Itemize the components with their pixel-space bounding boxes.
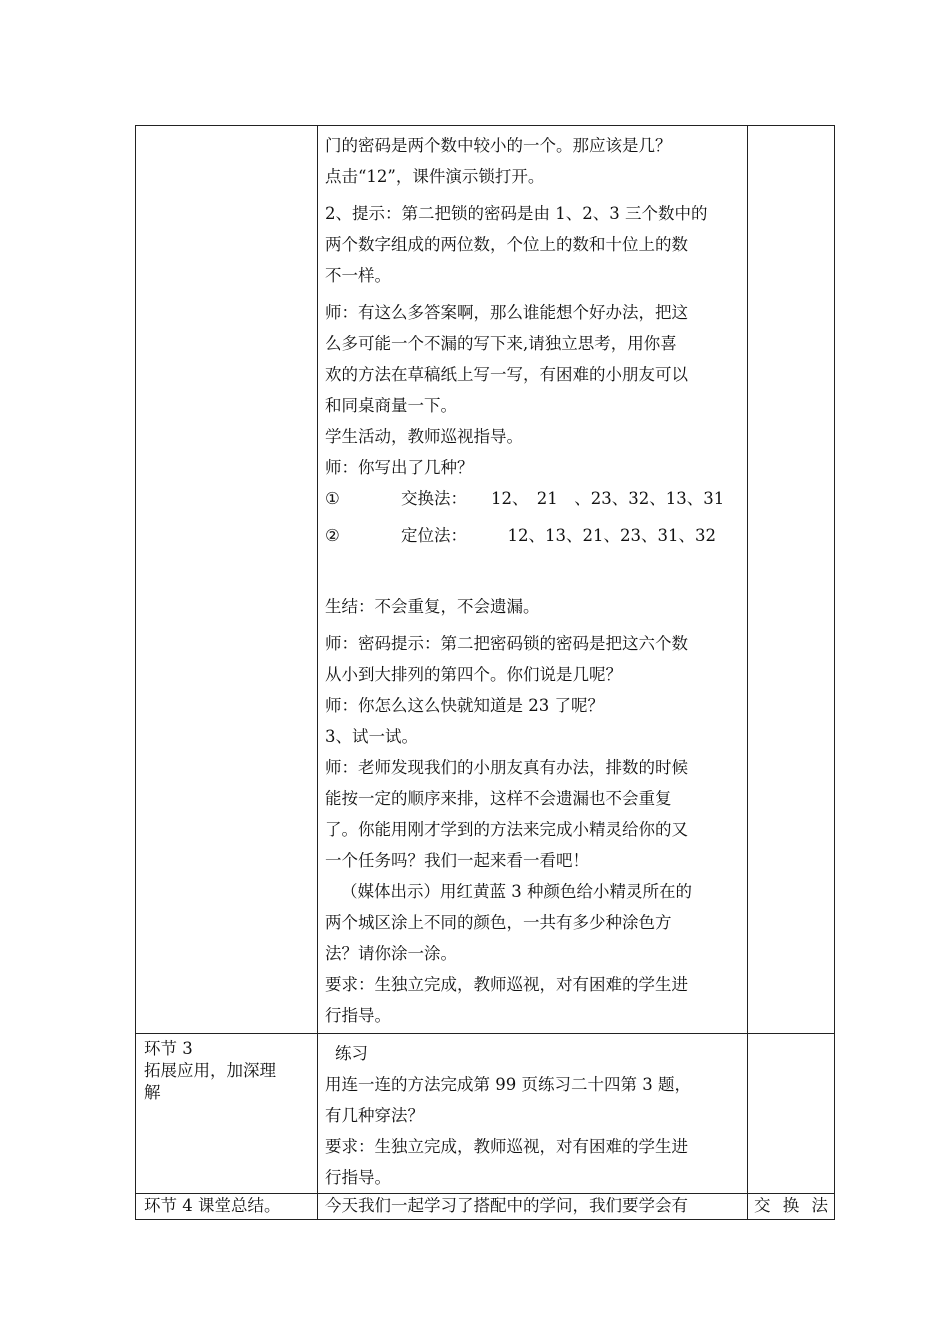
text-line: 么多可能一个不漏的写下来,请独立思考，用你喜 [325,334,677,353]
note-char: 交 [754,1196,771,1215]
method-label: 定位法： [401,526,467,545]
text-line: 行指导。 [325,1006,391,1025]
text-line: 学生活动，教师巡视指导。 [325,427,523,446]
enum-marker: ① [325,489,340,508]
notes-cell [748,1194,835,1220]
stage-cell [136,1034,318,1194]
note-char: 换 [782,1196,800,1215]
text-line: 欢的方法在草稿纸上写一写，有困难的小朋友可以 [325,365,688,384]
text-line: 师：老师发现我们的小朋友真有办法，排数的时候 [325,758,688,777]
stage-title: 环节 4 课堂总结。 [144,1196,281,1215]
text-line: 点击“12”，课件演示锁打开。 [325,167,545,186]
activity-cell [318,126,748,1034]
text-line: 了。你能用刚才学到的方法来完成小精灵给你的又 [325,820,688,839]
text-line: 3、试一试。 [325,727,418,746]
text-line: 法？请你涂一涂。 [325,944,457,963]
activity-cell [318,1194,748,1220]
text-line: 行指导。 [325,1168,391,1187]
notes-cell-empty [748,126,835,1034]
text-line: 今天我们一起学习了搭配中的学问，我们要学会有 [325,1196,688,1215]
stage-cell [136,1194,318,1220]
text-line: 要求：生独立完成，教师巡视，对有困难的学生进 [325,1137,688,1156]
text-line: 师：密码提示：第二把密码锁的密码是把这六个数 [325,634,688,653]
text-line: 生结：不会重复，不会遗漏。 [325,597,540,616]
text-line: 要求：生独立完成，教师巡视，对有困难的学生进 [325,975,688,994]
text-line: 有几种穿法？ [325,1106,424,1125]
text-line: 门的密码是两个数中较小的一个。那应该是几？ [325,136,672,155]
text-line: 不一样。 [325,266,391,285]
method-position [325,520,740,551]
notes-text [748,1194,834,1218]
method-label: 交换法： [401,489,467,508]
table-row-activity [136,126,835,1034]
text-line: 用连一连的方法完成第 99 页练习二十四第 3 题， [325,1075,691,1094]
text-line: 能按一定的顺序来排，这样不会遗漏也不会重复 [325,789,672,808]
text-line: 和同桌商量一下。 [325,396,457,415]
note-char: 法 [811,1196,828,1215]
stage-cell-empty [136,126,318,1034]
text-line: 从小到大排列的第四个。你们说是几呢？ [325,665,622,684]
method-exchange [325,483,740,514]
lesson-plan-table [135,125,835,1220]
enum-marker: ② [325,526,340,545]
stage-subtitle: 解 [144,1083,161,1102]
text-line: （媒体出示）用红黄蓝 3 种颜色给小精灵所在的 [341,882,692,901]
notes-cell-empty [748,1034,835,1194]
stage-subtitle: 拓展应用，加深理 [144,1061,276,1080]
table-row-stage-3 [136,1034,835,1194]
text-line: 师：你怎么这么快就知道是 23 了呢？ [325,696,604,715]
table-row-stage-4 [136,1194,835,1220]
method-values: 12、 21 、23、32、13、31 [491,489,725,508]
text-line: 两个城区涂上不同的颜色，一共有多少种涂色方 [325,913,672,932]
text-line: 师：有这么多答案啊，那么谁能想个好办法，把这 [325,303,688,322]
text-line: 师：你写出了几种？ [325,458,474,477]
text-line: 两个数字组成的两位数，个位上的数和十位上的数 [325,235,688,254]
stage-title: 环节 3 [144,1039,193,1058]
text-line: 练习 [335,1044,368,1063]
text-line: 2、提示：第二把锁的密码是由 1、2、3 三个数中的 [325,204,708,223]
method-values: 12、13、21、23、31、32 [491,526,716,545]
text-line: 一个任务吗？我们一起来看一看吧！ [325,851,589,870]
activity-cell [318,1034,748,1194]
